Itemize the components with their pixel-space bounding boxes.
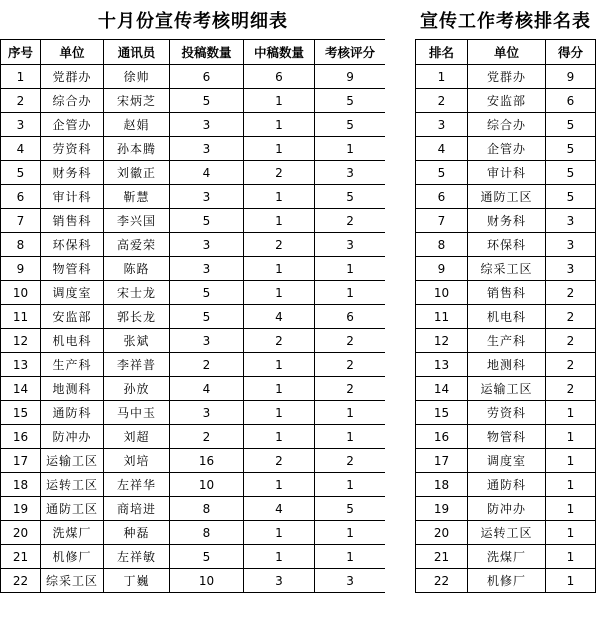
detail-cell: 3 [315, 233, 386, 257]
detail-cell: 审计科 [41, 185, 104, 209]
detail-cell: 6 [244, 65, 315, 89]
detail-cell: 15 [1, 401, 41, 425]
detail-cell: 劳资科 [41, 137, 104, 161]
ranking-cell: 5 [546, 113, 596, 137]
detail-cell: 1 [244, 401, 315, 425]
detail-table-row [1, 209, 386, 233]
detail-cell: 党群办 [41, 65, 104, 89]
ranking-cell: 3 [546, 233, 596, 257]
detail-table-row [1, 137, 386, 161]
detail-cell: 4 [170, 377, 244, 401]
detail-cell: 3 [170, 113, 244, 137]
detail-cell: 刘徽正 [104, 161, 170, 185]
ranking-cell: 16 [416, 425, 468, 449]
ranking-cell: 2 [546, 377, 596, 401]
detail-cell: 1 [1, 65, 41, 89]
detail-cell: 1 [244, 281, 315, 305]
detail-cell: 高爱荣 [104, 233, 170, 257]
detail-cell: 22 [1, 569, 41, 593]
detail-cell: 10 [1, 281, 41, 305]
detail-cell: 2 [170, 425, 244, 449]
detail-table-row [1, 329, 386, 353]
detail-cell: 1 [315, 425, 386, 449]
ranking-cell: 15 [416, 401, 468, 425]
ranking-cell: 1 [546, 425, 596, 449]
detail-cell: 1 [244, 113, 315, 137]
detail-cell: 2 [1, 89, 41, 113]
detail-cell: 4 [170, 161, 244, 185]
ranking-cell: 机修厂 [468, 569, 546, 593]
detail-cell: 18 [1, 473, 41, 497]
detail-table-row [1, 233, 386, 257]
detail-cell: 徐帅 [104, 65, 170, 89]
detail-cell: 6 [1, 185, 41, 209]
detail-cell: 销售科 [41, 209, 104, 233]
detail-cell: 刘超 [104, 425, 170, 449]
detail-table-row [1, 89, 386, 113]
detail-cell: 9 [1, 257, 41, 281]
detail-cell: 1 [244, 425, 315, 449]
detail-cell: 21 [1, 545, 41, 569]
detail-cell: 李祥普 [104, 353, 170, 377]
detail-cell: 通防科 [41, 401, 104, 425]
ranking-cell: 通防工区 [468, 185, 546, 209]
detail-cell: 1 [315, 281, 386, 305]
detail-cell: 1 [244, 521, 315, 545]
ranking-cell: 生产科 [468, 329, 546, 353]
ranking-cell: 8 [416, 233, 468, 257]
detail-cell: 马中玉 [104, 401, 170, 425]
detail-cell: 综采工区 [41, 569, 104, 593]
ranking-cell: 运输工区 [468, 377, 546, 401]
detail-cell: 生产科 [41, 353, 104, 377]
ranking-table-row [416, 257, 596, 281]
ranking-header-cell: 得分 [546, 40, 596, 65]
ranking-cell: 6 [546, 89, 596, 113]
ranking-cell: 12 [416, 329, 468, 353]
ranking-table-row [416, 89, 596, 113]
detail-cell: 5 [315, 497, 386, 521]
ranking-cell: 9 [546, 65, 596, 89]
ranking-cell: 3 [546, 209, 596, 233]
ranking-cell: 14 [416, 377, 468, 401]
ranking-cell: 6 [416, 185, 468, 209]
detail-cell: 9 [315, 65, 386, 89]
ranking-cell: 劳资科 [468, 401, 546, 425]
detail-cell: 6 [315, 305, 386, 329]
ranking-table-row [416, 425, 596, 449]
ranking-cell: 1 [546, 473, 596, 497]
ranking-cell: 党群办 [468, 65, 546, 89]
detail-cell: 3 [315, 569, 386, 593]
detail-cell: 1 [244, 545, 315, 569]
ranking-table-row [416, 137, 596, 161]
ranking-cell: 财务科 [468, 209, 546, 233]
ranking-cell: 21 [416, 545, 468, 569]
detail-cell: 2 [244, 161, 315, 185]
detail-cell: 3 [170, 233, 244, 257]
ranking-cell: 审计科 [468, 161, 546, 185]
ranking-cell: 综采工区 [468, 257, 546, 281]
detail-cell: 陈路 [104, 257, 170, 281]
detail-cell: 10 [170, 569, 244, 593]
detail-cell: 2 [244, 329, 315, 353]
detail-title-row [1, 0, 386, 40]
ranking-table-row [416, 209, 596, 233]
detail-header-cell: 投稿数量 [170, 40, 244, 65]
detail-cell: 1 [315, 257, 386, 281]
detail-table-row [1, 377, 386, 401]
ranking-cell: 1 [546, 545, 596, 569]
ranking-cell: 20 [416, 521, 468, 545]
ranking-cell: 运转工区 [468, 521, 546, 545]
detail-header-cell: 序号 [1, 40, 41, 65]
detail-header-row [1, 40, 386, 65]
ranking-cell: 1 [416, 65, 468, 89]
detail-cell: 机修厂 [41, 545, 104, 569]
ranking-cell: 4 [416, 137, 468, 161]
ranking-cell: 1 [546, 401, 596, 425]
detail-cell: 商培进 [104, 497, 170, 521]
detail-table-row [1, 65, 386, 89]
detail-title: 十月份宣传考核明细表 [98, 10, 289, 32]
detail-cell: 7 [1, 209, 41, 233]
ranking-table-row [416, 401, 596, 425]
detail-table-row [1, 113, 386, 137]
detail-cell: 14 [1, 377, 41, 401]
detail-cell: 左祥敏 [104, 545, 170, 569]
detail-cell: 2 [170, 353, 244, 377]
ranking-cell: 1 [546, 569, 596, 593]
ranking-cell: 19 [416, 497, 468, 521]
ranking-cell: 2 [416, 89, 468, 113]
detail-cell: 郭长龙 [104, 305, 170, 329]
detail-table-row [1, 281, 386, 305]
ranking-cell: 调度室 [468, 449, 546, 473]
ranking-cell: 销售科 [468, 281, 546, 305]
ranking-table-row [416, 473, 596, 497]
detail-cell: 3 [315, 161, 386, 185]
ranking-table-row [416, 305, 596, 329]
detail-header-cell: 单位 [41, 40, 104, 65]
detail-cell: 17 [1, 449, 41, 473]
detail-cell: 2 [244, 449, 315, 473]
detail-cell: 洗煤厂 [41, 521, 104, 545]
detail-cell: 靳慧 [104, 185, 170, 209]
detail-table-row [1, 353, 386, 377]
ranking-table-row [416, 545, 596, 569]
detail-cell: 1 [244, 473, 315, 497]
detail-cell: 5 [170, 281, 244, 305]
detail-cell: 通防工区 [41, 497, 104, 521]
ranking-cell: 13 [416, 353, 468, 377]
ranking-cell: 18 [416, 473, 468, 497]
detail-cell: 物管科 [41, 257, 104, 281]
detail-cell: 1 [244, 185, 315, 209]
detail-cell: 2 [315, 209, 386, 233]
detail-cell: 地测科 [41, 377, 104, 401]
detail-cell: 1 [315, 521, 386, 545]
ranking-title-row [416, 0, 596, 40]
detail-cell: 安监部 [41, 305, 104, 329]
detail-cell: 6 [170, 65, 244, 89]
detail-cell: 孙放 [104, 377, 170, 401]
detail-table-row [1, 257, 386, 281]
ranking-table-row [416, 161, 596, 185]
detail-cell: 1 [244, 89, 315, 113]
detail-cell: 机电科 [41, 329, 104, 353]
detail-cell: 运转工区 [41, 473, 104, 497]
detail-cell: 赵娟 [104, 113, 170, 137]
ranking-cell: 22 [416, 569, 468, 593]
detail-cell: 5 [170, 545, 244, 569]
detail-cell: 1 [315, 401, 386, 425]
ranking-cell: 3 [416, 113, 468, 137]
ranking-cell: 洗煤厂 [468, 545, 546, 569]
detail-table-row [1, 473, 386, 497]
detail-cell: 3 [244, 569, 315, 593]
ranking-cell: 环保科 [468, 233, 546, 257]
detail-cell: 防冲办 [41, 425, 104, 449]
ranking-cell: 综合办 [468, 113, 546, 137]
detail-cell: 1 [244, 257, 315, 281]
ranking-cell: 2 [546, 305, 596, 329]
detail-cell: 5 [315, 113, 386, 137]
detail-cell: 1 [315, 473, 386, 497]
detail-cell: 11 [1, 305, 41, 329]
ranking-cell: 1 [546, 521, 596, 545]
detail-table-row [1, 497, 386, 521]
detail-cell: 2 [315, 377, 386, 401]
ranking-header-cell: 排名 [416, 40, 468, 65]
ranking-cell: 3 [546, 257, 596, 281]
ranking-cell: 防冲办 [468, 497, 546, 521]
detail-header-cell: 考核评分 [315, 40, 386, 65]
ranking-cell: 企管办 [468, 137, 546, 161]
detail-cell: 16 [170, 449, 244, 473]
detail-cell: 1 [244, 137, 315, 161]
detail-cell: 运输工区 [41, 449, 104, 473]
ranking-cell: 5 [416, 161, 468, 185]
detail-cell: 5 [170, 305, 244, 329]
detail-cell: 5 [315, 185, 386, 209]
detail-cell: 3 [170, 257, 244, 281]
detail-table-row [1, 521, 386, 545]
detail-cell: 5 [315, 89, 386, 113]
detail-cell: 3 [170, 137, 244, 161]
ranking-cell: 1 [546, 497, 596, 521]
detail-table-row [1, 161, 386, 185]
ranking-cell: 17 [416, 449, 468, 473]
ranking-cell: 11 [416, 305, 468, 329]
ranking-table-row [416, 521, 596, 545]
detail-header-cell: 中稿数量 [244, 40, 315, 65]
ranking-cell: 7 [416, 209, 468, 233]
ranking-table-row [416, 377, 596, 401]
detail-cell: 1 [244, 209, 315, 233]
column-gap [385, 0, 415, 617]
ranking-table-row [416, 353, 596, 377]
detail-cell: 企管办 [41, 113, 104, 137]
detail-cell: 3 [170, 329, 244, 353]
detail-cell: 2 [315, 353, 386, 377]
ranking-cell: 5 [546, 161, 596, 185]
detail-cell: 19 [1, 497, 41, 521]
detail-cell: 1 [244, 353, 315, 377]
ranking-cell: 5 [546, 137, 596, 161]
detail-cell: 种磊 [104, 521, 170, 545]
detail-cell: 孙本腾 [104, 137, 170, 161]
ranking-table [415, 0, 596, 593]
detail-cell: 李兴国 [104, 209, 170, 233]
detail-cell: 2 [315, 329, 386, 353]
detail-cell: 13 [1, 353, 41, 377]
detail-cell: 1 [315, 137, 386, 161]
detail-cell: 1 [315, 545, 386, 569]
ranking-cell: 1 [546, 449, 596, 473]
ranking-cell: 5 [546, 185, 596, 209]
ranking-table-row [416, 329, 596, 353]
detail-cell: 8 [170, 497, 244, 521]
ranking-cell: 物管科 [468, 425, 546, 449]
detail-cell: 4 [244, 305, 315, 329]
ranking-table-row [416, 569, 596, 593]
ranking-table-row [416, 497, 596, 521]
detail-cell: 张斌 [104, 329, 170, 353]
detail-cell: 宋士龙 [104, 281, 170, 305]
detail-cell: 左祥华 [104, 473, 170, 497]
detail-cell: 5 [1, 161, 41, 185]
ranking-title: 宣传工作考核排名表 [420, 10, 591, 32]
ranking-table-row [416, 65, 596, 89]
detail-cell: 财务科 [41, 161, 104, 185]
detail-cell: 5 [170, 209, 244, 233]
detail-cell: 1 [244, 377, 315, 401]
detail-cell: 刘培 [104, 449, 170, 473]
detail-table-row [1, 185, 386, 209]
detail-cell: 3 [170, 185, 244, 209]
detail-table-row [1, 545, 386, 569]
detail-cell: 20 [1, 521, 41, 545]
detail-cell: 8 [170, 521, 244, 545]
ranking-cell: 地测科 [468, 353, 546, 377]
ranking-header-cell: 单位 [468, 40, 546, 65]
detail-cell: 4 [244, 497, 315, 521]
detail-cell: 丁巍 [104, 569, 170, 593]
detail-cell: 3 [1, 113, 41, 137]
detail-cell: 5 [170, 89, 244, 113]
ranking-cell: 9 [416, 257, 468, 281]
detail-table-row [1, 425, 386, 449]
ranking-table-row [416, 185, 596, 209]
ranking-table-row [416, 113, 596, 137]
ranking-table-row [416, 233, 596, 257]
detail-cell: 环保科 [41, 233, 104, 257]
ranking-table-row [416, 449, 596, 473]
detail-cell: 10 [170, 473, 244, 497]
detail-cell: 2 [315, 449, 386, 473]
detail-cell: 3 [170, 401, 244, 425]
detail-table-row [1, 401, 386, 425]
detail-cell: 宋炳芝 [104, 89, 170, 113]
ranking-cell: 2 [546, 281, 596, 305]
ranking-cell: 通防科 [468, 473, 546, 497]
detail-table-row [1, 569, 386, 593]
ranking-cell: 2 [546, 353, 596, 377]
ranking-cell: 2 [546, 329, 596, 353]
detail-header-cell: 通讯员 [104, 40, 170, 65]
detail-cell: 4 [1, 137, 41, 161]
ranking-table-row [416, 281, 596, 305]
ranking-cell: 机电科 [468, 305, 546, 329]
detail-cell: 综合办 [41, 89, 104, 113]
detail-cell: 12 [1, 329, 41, 353]
detail-table-row [1, 305, 386, 329]
detail-cell: 8 [1, 233, 41, 257]
detail-cell: 调度室 [41, 281, 104, 305]
detail-table-row [1, 449, 386, 473]
ranking-header-row [416, 40, 596, 65]
ranking-cell: 安监部 [468, 89, 546, 113]
ranking-cell: 10 [416, 281, 468, 305]
detail-cell: 16 [1, 425, 41, 449]
detail-cell: 2 [244, 233, 315, 257]
